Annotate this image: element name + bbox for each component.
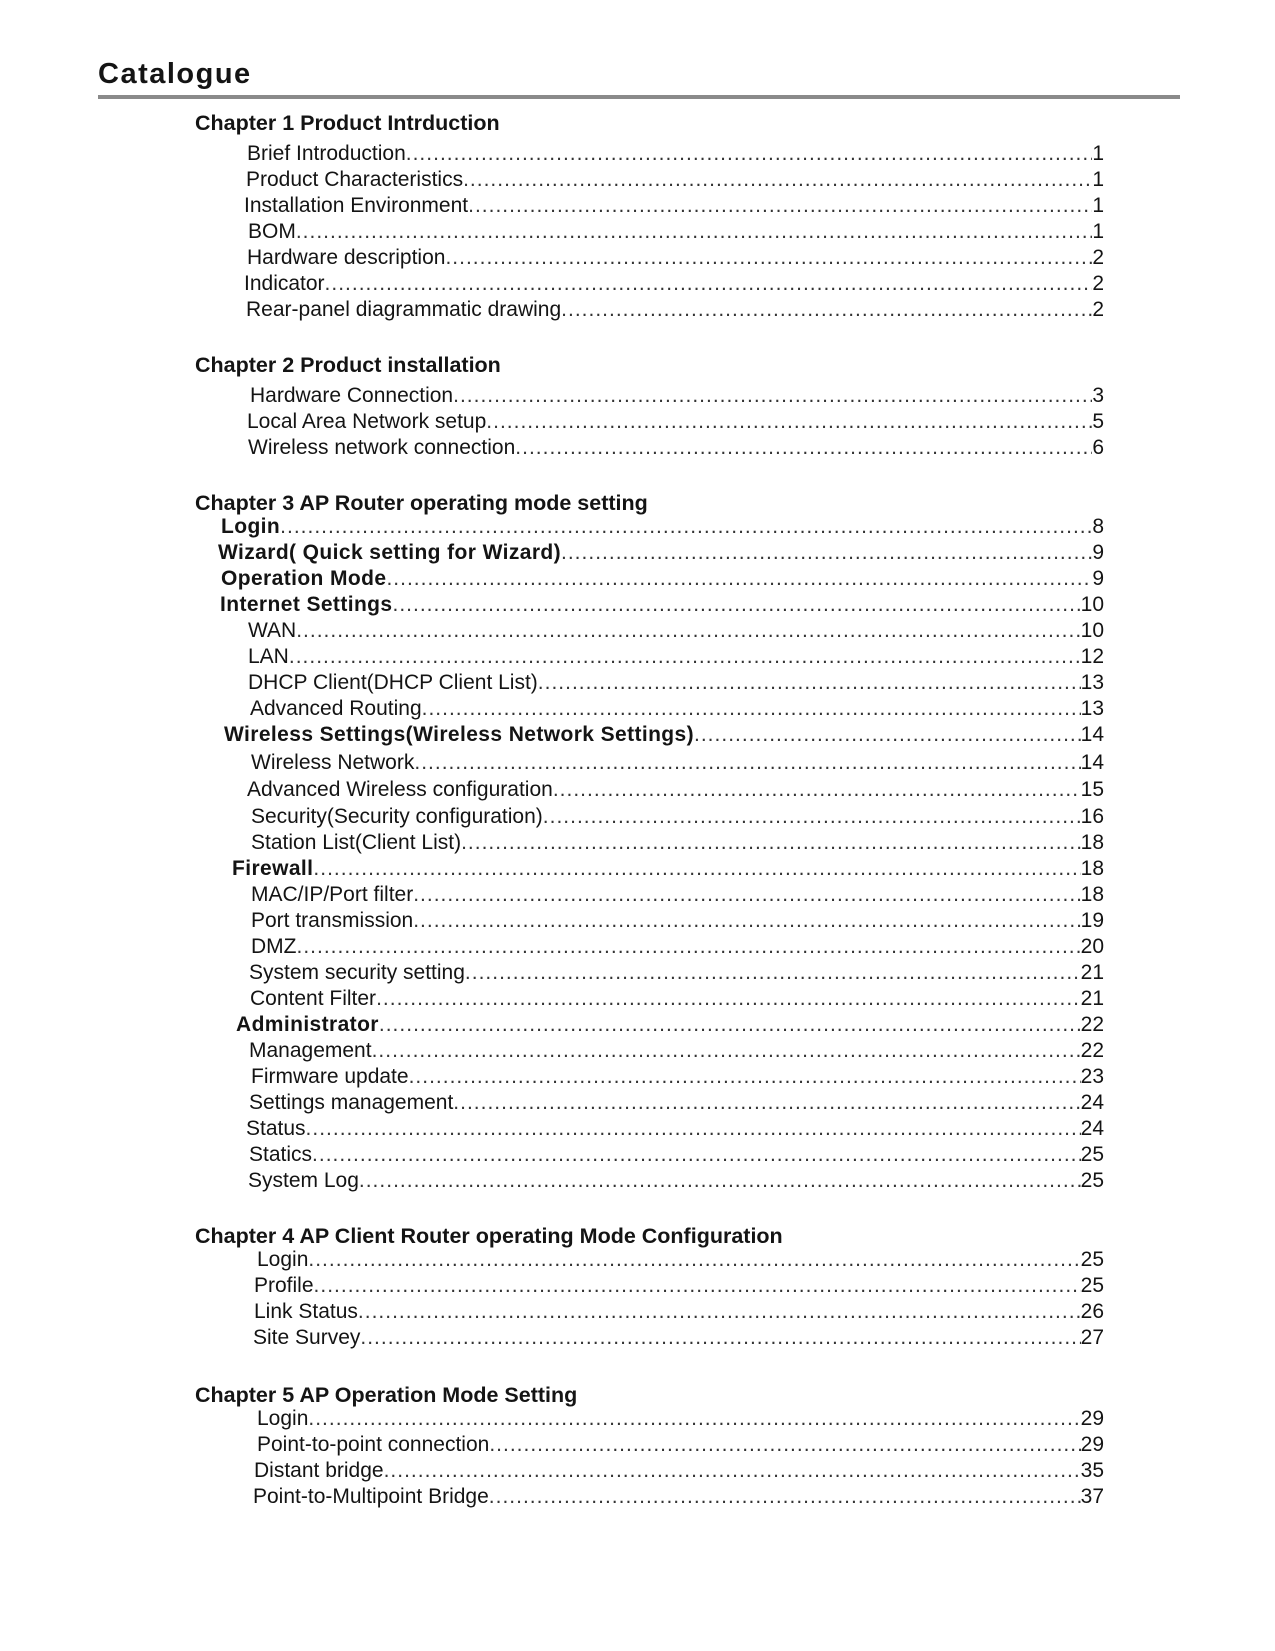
dot-leader — [453, 1090, 1080, 1116]
dot-leader — [538, 670, 1081, 696]
dot-leader — [413, 882, 1080, 908]
entry-label: DHCP Client(DHCP Client List) — [248, 671, 538, 694]
dot-leader — [313, 856, 1080, 882]
toc-entry[interactable] — [250, 696, 1104, 722]
dot-leader — [453, 383, 1092, 409]
entry-page-number: 1 — [1092, 142, 1104, 165]
entry-page-number: 14 — [1080, 751, 1104, 774]
chapter-3-heading: Chapter 3 AP Router operating mode setting — [195, 491, 648, 515]
entry-page-number: 25 — [1080, 1248, 1104, 1271]
toc-section-entry[interactable] — [220, 592, 1104, 618]
entry-label: Operation Mode — [221, 567, 387, 590]
toc-entry[interactable] — [247, 245, 1104, 271]
entry-page-number: 26 — [1080, 1300, 1104, 1323]
entry-page-number: 10 — [1080, 619, 1104, 642]
dot-leader — [379, 1012, 1081, 1038]
entry-page-number: 35 — [1080, 1459, 1104, 1482]
entry-label: Login — [221, 515, 281, 538]
toc-entry[interactable] — [257, 1432, 1104, 1458]
dot-leader — [312, 1142, 1081, 1168]
entry-label: Firewall — [232, 857, 314, 880]
dot-leader — [308, 1247, 1080, 1273]
dot-leader — [465, 960, 1081, 986]
toc-entry[interactable] — [253, 1484, 1104, 1510]
toc-section-entry[interactable] — [218, 540, 1104, 566]
entry-label: Advanced Routing — [250, 697, 422, 720]
dot-leader — [372, 1038, 1081, 1064]
toc-entry[interactable] — [254, 1299, 1104, 1325]
dot-leader — [384, 1458, 1081, 1484]
dot-leader — [406, 141, 1093, 167]
entry-page-number: 25 — [1080, 1274, 1104, 1297]
toc-entry[interactable] — [244, 271, 1104, 297]
entry-page-number: 8 — [1092, 515, 1104, 538]
dot-leader — [325, 271, 1093, 297]
dot-leader — [314, 1273, 1081, 1299]
toc-entry[interactable] — [251, 934, 1104, 960]
entry-label: Administrator — [236, 1013, 379, 1036]
dot-leader — [561, 540, 1092, 566]
toc-entry[interactable] — [251, 908, 1104, 934]
entry-page-number: 16 — [1080, 805, 1104, 828]
entry-page-number: 24 — [1080, 1117, 1104, 1140]
entry-page-number: 27 — [1080, 1326, 1104, 1349]
entry-page-number: 15 — [1080, 778, 1104, 801]
toc-entry[interactable] — [250, 986, 1104, 1012]
entry-label: Indicator — [244, 272, 325, 295]
dot-leader — [468, 193, 1092, 219]
dot-leader — [359, 1168, 1081, 1194]
dot-leader — [306, 1116, 1081, 1142]
entry-page-number: 29 — [1080, 1407, 1104, 1430]
toc-entry[interactable] — [251, 882, 1104, 908]
entry-page-number: 20 — [1080, 935, 1104, 958]
entry-page-number: 1 — [1092, 194, 1104, 217]
entry-label: Rear-panel diagrammatic drawing — [246, 298, 562, 321]
entry-label: Link Status — [254, 1300, 358, 1323]
dot-leader — [694, 722, 1081, 748]
toc-entry[interactable] — [248, 670, 1104, 696]
dot-leader — [489, 1484, 1081, 1510]
entry-page-number: 9 — [1092, 567, 1104, 590]
dot-leader — [308, 1406, 1080, 1432]
toc-entry[interactable] — [249, 1090, 1104, 1116]
entry-page-number: 1 — [1092, 220, 1104, 243]
toc-entry[interactable] — [244, 193, 1104, 219]
toc-entry[interactable] — [247, 409, 1104, 435]
dot-leader — [280, 514, 1092, 540]
entry-page-number: 25 — [1080, 1169, 1104, 1192]
toc-entry[interactable] — [251, 750, 1104, 776]
dot-leader — [386, 566, 1092, 592]
entry-label: System Log — [248, 1169, 359, 1192]
entry-label: Point-to-point connection — [257, 1433, 490, 1456]
entry-page-number: 24 — [1080, 1091, 1104, 1114]
entry-page-number: 22 — [1080, 1039, 1104, 1062]
toc-entry[interactable] — [248, 435, 1104, 461]
entry-label: Firmware update — [251, 1065, 409, 1088]
entry-label: Site Survey — [253, 1326, 361, 1349]
entry-label: Status — [246, 1117, 306, 1140]
entry-label: Hardware description — [247, 246, 446, 269]
toc-entry[interactable] — [248, 618, 1104, 644]
entry-label: LAN — [248, 645, 289, 668]
dot-leader — [486, 409, 1092, 435]
dot-leader — [360, 1325, 1080, 1351]
entry-page-number: 2 — [1092, 272, 1104, 295]
toc-entry[interactable] — [247, 777, 1104, 803]
entry-page-number: 6 — [1092, 436, 1104, 459]
entry-page-number: 2 — [1092, 298, 1104, 321]
entry-label: Distant bridge — [254, 1459, 384, 1482]
entry-label: Station List(Client List) — [251, 831, 462, 854]
entry-page-number: 37 — [1080, 1485, 1104, 1508]
dot-leader — [463, 167, 1092, 193]
dot-leader — [461, 830, 1081, 856]
dot-leader — [296, 618, 1080, 644]
entry-page-number: 21 — [1080, 961, 1104, 984]
dot-leader — [413, 908, 1080, 934]
entry-label: Internet Settings — [220, 593, 393, 616]
dot-leader — [296, 219, 1092, 245]
entry-page-number: 12 — [1080, 645, 1104, 668]
entry-page-number: 1 — [1092, 168, 1104, 191]
dot-leader — [445, 245, 1092, 271]
toc-entry[interactable] — [251, 804, 1104, 830]
toc-entry[interactable] — [249, 1038, 1104, 1064]
chapter-1-heading: Chapter 1 Product Intrduction — [195, 111, 500, 135]
entry-page-number: 21 — [1080, 987, 1104, 1010]
entry-label: Settings management — [249, 1091, 454, 1114]
entry-label: Brief Introduction — [247, 142, 406, 165]
entry-page-number: 10 — [1080, 593, 1104, 616]
toc-section-entry[interactable] — [232, 856, 1104, 882]
entry-page-number: 3 — [1092, 384, 1104, 407]
dot-leader — [376, 986, 1081, 1012]
entry-label: Installation Environment — [244, 194, 469, 217]
toc-entry[interactable] — [254, 1273, 1104, 1299]
toc-entry[interactable] — [246, 297, 1104, 323]
entry-page-number: 5 — [1092, 410, 1104, 433]
dot-leader — [289, 644, 1081, 670]
entry-page-number: 14 — [1080, 723, 1104, 746]
toc-entry[interactable] — [254, 1458, 1104, 1484]
toc-entry[interactable] — [253, 1325, 1104, 1351]
entry-label: Local Area Network setup — [247, 410, 487, 433]
toc-entry[interactable] — [248, 1168, 1104, 1194]
entry-label: Point-to-Multipoint Bridge — [253, 1485, 489, 1508]
entry-label: Content Filter — [250, 987, 377, 1010]
dot-leader — [358, 1299, 1081, 1325]
toc-entry[interactable] — [249, 1142, 1104, 1168]
entry-label: Wireless Network — [251, 751, 415, 774]
entry-label: System security setting — [249, 961, 465, 984]
toc-entry[interactable] — [257, 1247, 1104, 1273]
entry-label: WAN — [248, 619, 297, 642]
toc-entry[interactable] — [247, 141, 1104, 167]
entry-page-number: 25 — [1080, 1143, 1104, 1166]
dot-leader — [543, 804, 1081, 830]
entry-page-number: 9 — [1092, 541, 1104, 564]
toc-section-entry[interactable] — [224, 722, 1104, 748]
entry-page-number: 22 — [1080, 1013, 1104, 1036]
entry-label: Wireless network connection — [248, 436, 516, 459]
toc-entry[interactable] — [257, 1406, 1104, 1432]
entry-label: MAC/IP/Port filter — [251, 883, 414, 906]
dot-leader — [414, 750, 1080, 776]
entry-page-number: 13 — [1080, 697, 1104, 720]
toc-section-entry[interactable] — [236, 1012, 1104, 1038]
entry-page-number: 18 — [1080, 883, 1104, 906]
toc-entry[interactable] — [251, 1064, 1104, 1090]
dot-leader — [489, 1432, 1080, 1458]
toc-entry[interactable] — [246, 1116, 1104, 1142]
toc-entry[interactable] — [248, 219, 1104, 245]
entry-label: BOM — [248, 220, 296, 243]
toc-entry[interactable] — [250, 383, 1104, 409]
entry-label: Profile — [254, 1274, 314, 1297]
entry-page-number: 19 — [1080, 909, 1104, 932]
dot-leader — [553, 777, 1081, 803]
chapter-4-heading: Chapter 4 AP Client Router operating Mode Configuration — [195, 1224, 783, 1248]
entry-label: Management — [249, 1039, 372, 1062]
entry-page-number: 2 — [1092, 246, 1104, 269]
toc-section-entry[interactable] — [221, 566, 1104, 592]
entry-label: Wireless Settings(Wireless Network Settings) — [224, 723, 695, 746]
toc-section-entry[interactable] — [221, 514, 1104, 540]
toc-entry[interactable] — [249, 960, 1104, 986]
page-title: Catalogue — [98, 58, 252, 90]
toc-entry[interactable] — [246, 167, 1104, 193]
entry-label: Security(Security configuration) — [251, 805, 543, 828]
entry-page-number: 18 — [1080, 857, 1104, 880]
dot-leader — [422, 696, 1081, 722]
chapter-5-heading: Chapter 5 AP Operation Mode Setting — [195, 1383, 578, 1407]
entry-page-number: 29 — [1080, 1433, 1104, 1456]
entry-page-number: 23 — [1080, 1065, 1104, 1088]
entry-page-number: 13 — [1080, 671, 1104, 694]
entry-label: DMZ — [251, 935, 297, 958]
entry-page-number: 18 — [1080, 831, 1104, 854]
dot-leader — [392, 592, 1080, 618]
toc-entry[interactable] — [248, 644, 1104, 670]
entry-label: Statics — [249, 1143, 313, 1166]
dot-leader — [515, 435, 1092, 461]
entry-label: Product Characteristics — [246, 168, 464, 191]
dot-leader — [409, 1064, 1081, 1090]
entry-label: Wizard( Quick setting for Wizard) — [218, 541, 562, 564]
dot-leader — [561, 297, 1092, 323]
title-divider — [98, 95, 1180, 99]
dot-leader — [297, 934, 1081, 960]
entry-label: Hardware Connection — [250, 384, 454, 407]
entry-label: Login — [257, 1407, 309, 1430]
entry-label: Advanced Wireless configuration — [247, 778, 553, 801]
chapter-2-heading: Chapter 2 Product installation — [195, 353, 501, 377]
entry-label: Login — [257, 1248, 309, 1271]
entry-label: Port transmission — [251, 909, 414, 932]
toc-entry[interactable] — [251, 830, 1104, 856]
